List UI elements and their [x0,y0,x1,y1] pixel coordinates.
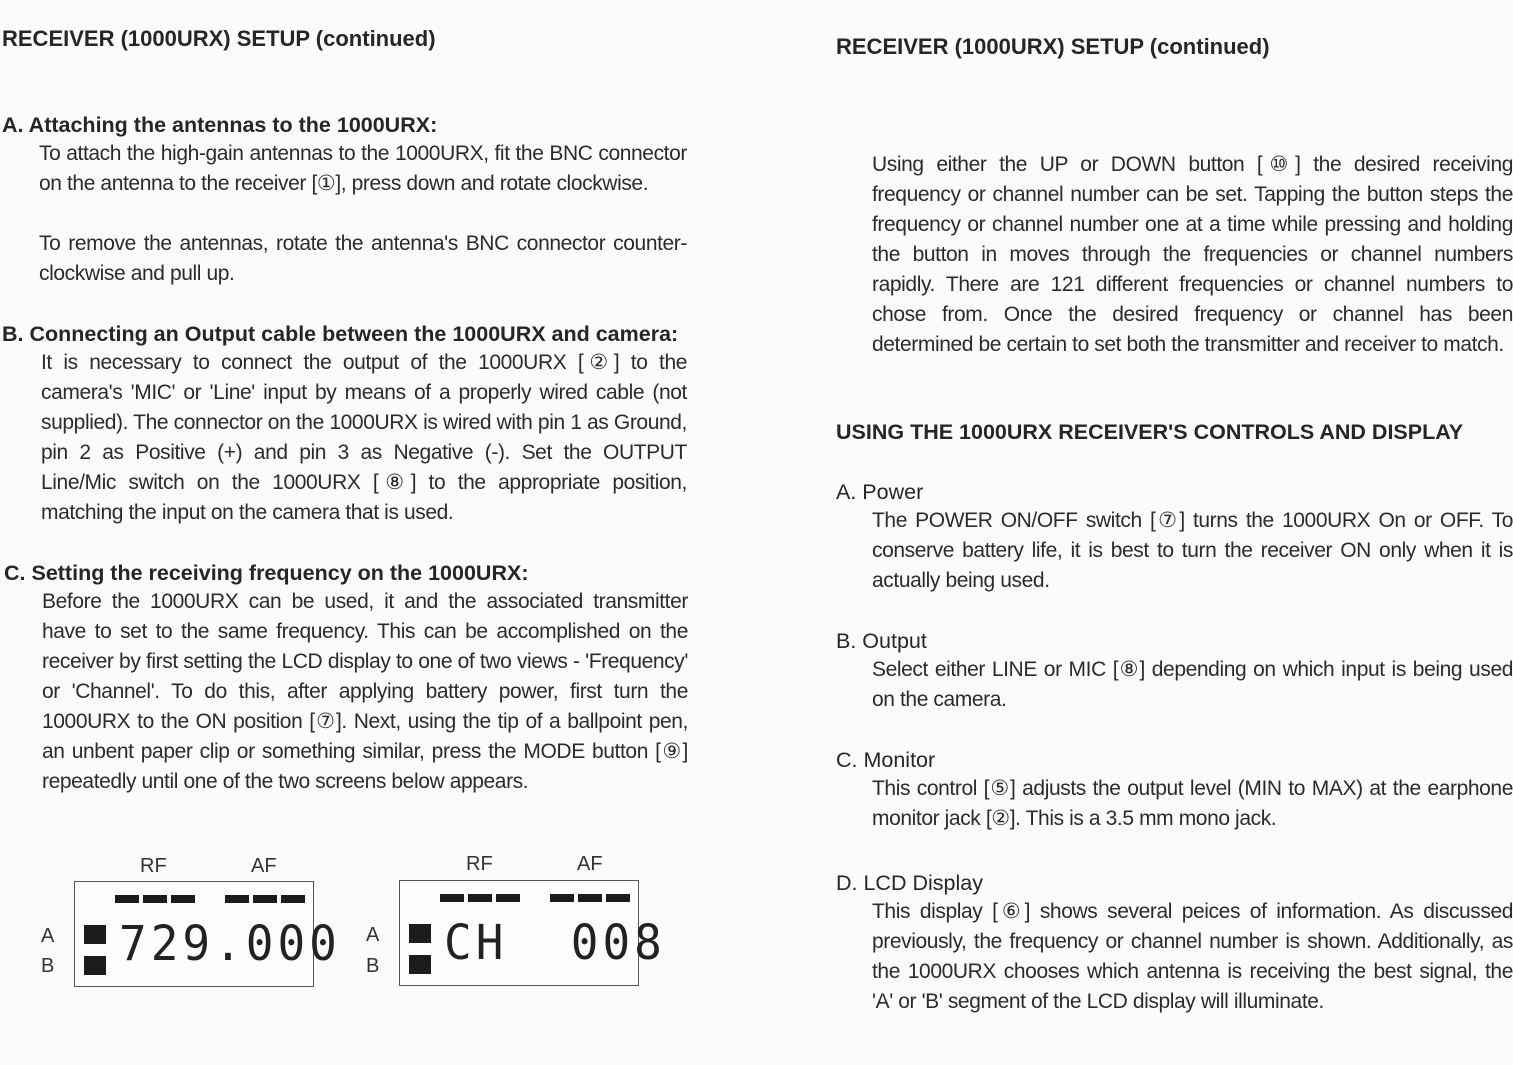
af-meter [225,895,305,903]
section-heading: C. Monitor [836,748,936,772]
antenna-a-label: A [366,924,380,946]
antenna-b-segment [409,955,431,974]
antenna-a-segment [84,925,106,944]
paragraph: Using either the UP or DOWN button [⑩] the desired receiving frequency or channel number can be set. Tapping the button steps the frequency or channel number one at a time while pressing and holding the button in moves through the frequencies or channel numbers rapidly. There are 121 different frequencies or channel numbers to chose from. Once the desired frequency or channel has been determined be certain to set both the transmitter and receiver to match. [872,153,1513,356]
antenna-a-segment [409,924,431,943]
antenna-b-label: B [366,955,380,977]
paragraph: Before the 1000URX can be used, it and the associated transmitter have to set to the same frequency. This can be accomplished on the receiver by first setting the LCD display to one of two views - 'Frequency' or 'Channel'. To do this, after applying battery power, first turn the 1000URX to the ON position [⑦]. Next, using the tip of a ballpoint pen, an unbent paper clip or something similar, press the MODE button [⑨] repeatedly until one of the two screens below appears. [42,590,688,793]
section-heading: C. Setting the receiving frequency on the 1000URX: [4,561,529,585]
section-heading: B. Connecting an Output cable between the 1000URX and camera: [2,322,679,346]
section-lcd-display [836,869,1513,1017]
lcd-screen [74,881,341,987]
section-heading: A. Power [836,480,924,504]
rf-meter [115,895,195,903]
af-label: AF [577,853,603,875]
channel-readout: CH 008 [444,913,666,971]
section-attaching-antennas [2,111,702,289]
page-header: RECEIVER (1000URX) SETUP (continued) [2,26,436,51]
paragraph: To attach the high-gain antennas to the 1000URX, fit the BNC connector on the antenna to the receiver [①], press down and rotate clockwise. [39,142,687,195]
paragraph: The POWER ON/OFF switch [⑦] turns the 1000URX On or OFF. To conserve battery life, it is best to turn the receiver ON only when it is actually being used. [872,509,1513,592]
rf-meter [440,894,520,902]
right-page [760,0,1513,1065]
lcd-channel-view [365,852,666,1002]
section-monitor [836,746,1513,834]
antenna-b-segment [84,956,106,975]
paragraph: This control [⑤] adjusts the output level (MIN to MAX) at the earphone monitor jack [②]. This is a 3.5 mm mono jack. [872,777,1513,830]
section-heading: B. Output [836,629,927,653]
section-power [836,478,1513,596]
section-output [836,627,1513,715]
controls-section-title: USING THE 1000URX RECEIVER'S CONTROLS AND DISPLAY [836,420,1464,444]
paragraph: Select either LINE or MIC [⑧] depending on which input is being used on the camera. [872,658,1513,711]
frequency-setting-paragraph [872,150,1513,360]
paragraph: To remove the antennas, rotate the antenna's BNC connector counter-clockwise and pull up. [39,232,687,285]
paragraph: It is necessary to connect the output of the 1000URX [②] to the camera's 'MIC' or 'Line' input by means of a properly wired cable (not supplied). The connector on the 1000URX is wired with pin 1 as Ground, pin 2 as Positive (+) and pin 3 as Negative (-). Set the OUTPUT Line/Mic switch on the 1000URX [⑧] to the appropriate position, matching the input on the camera that is used. [41,351,687,524]
section-output-cable [2,320,702,528]
section-receiving-frequency [4,559,704,797]
rf-label: RF [140,855,167,877]
af-label: AF [251,855,277,877]
antenna-b-label: B [41,955,55,977]
page-header: RECEIVER (1000URX) SETUP (continued) [836,34,1270,59]
section-heading: A. Attaching the antennas to the 1000URX: [2,113,438,137]
rf-label: RF [466,853,493,875]
section-heading: D. LCD Display [836,871,983,895]
frequency-readout: 729.000 [119,914,341,972]
af-meter [550,894,630,902]
antenna-a-label: A [41,925,55,947]
lcd-screen [399,880,666,986]
lcd-frequency-view [40,852,341,1002]
paragraph: This display [⑥] shows several peices of information. As discussed previously, the frequency or channel number is shown. Additionally, as the 1000URX chooses which antenna is receiving the best signal, the 'A' or 'B' segment of the LCD display will illuminate. [872,900,1513,1013]
